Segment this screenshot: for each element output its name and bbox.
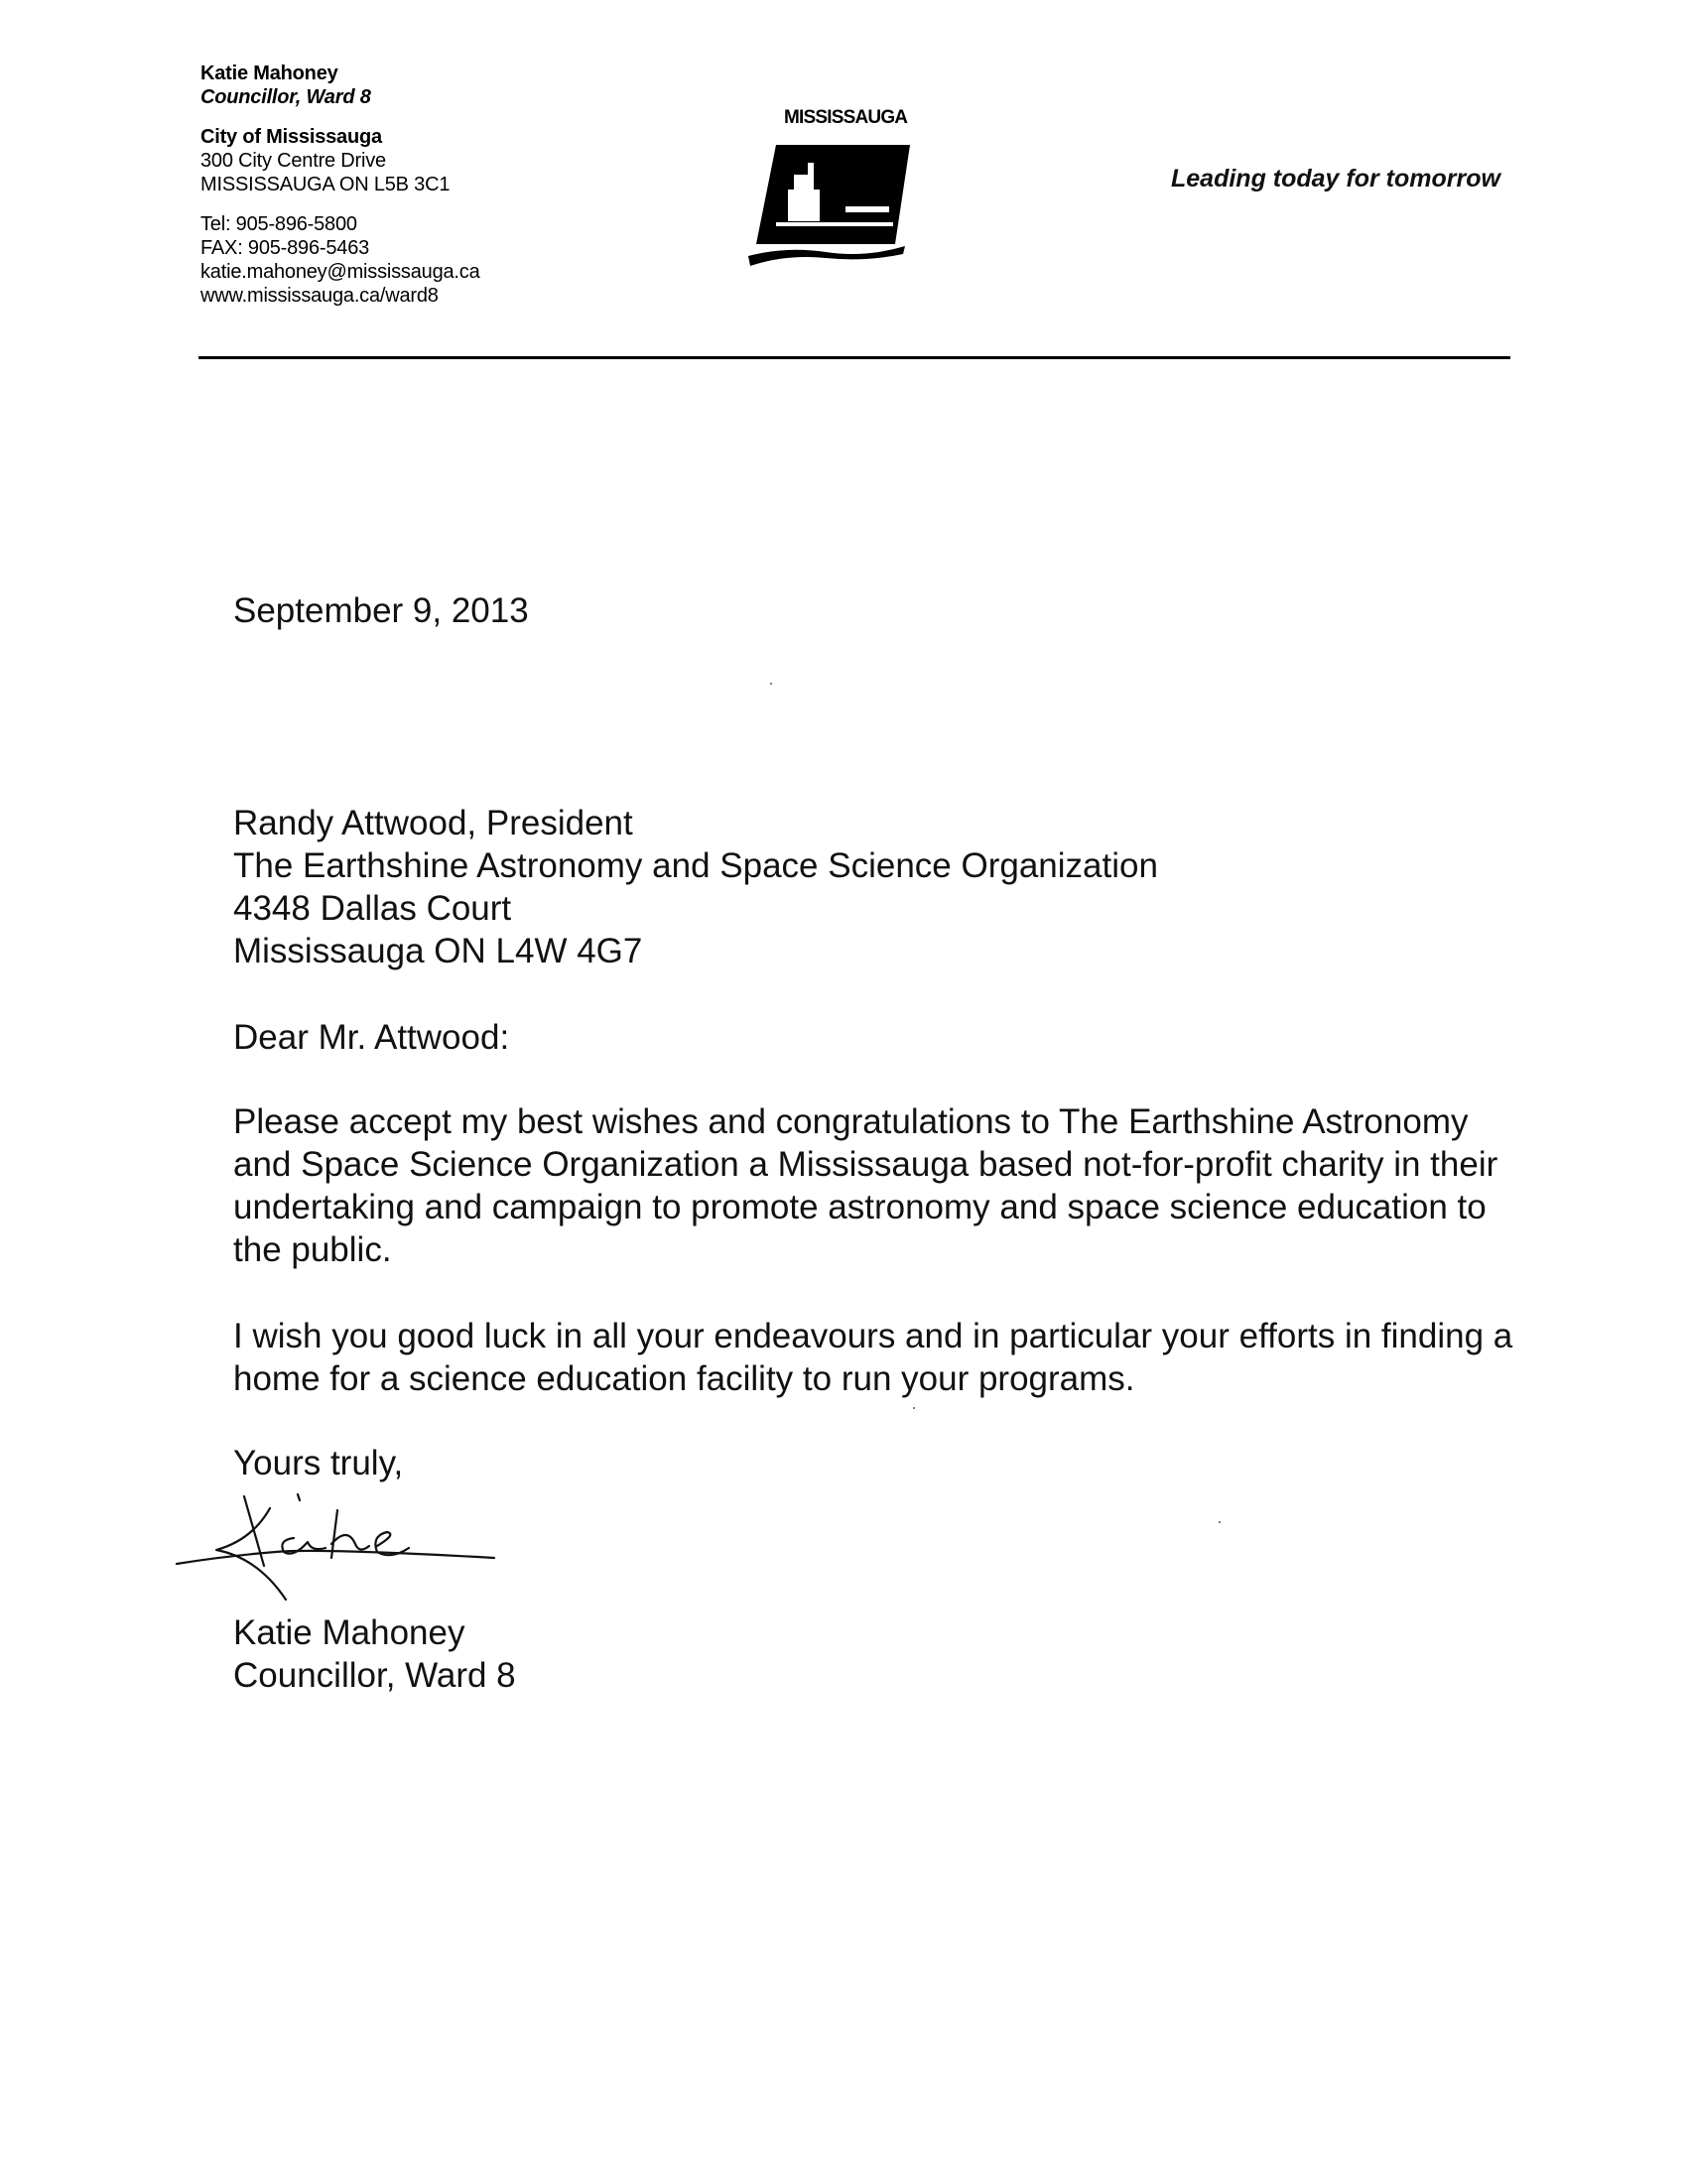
fax: FAX: 905-896-5463	[200, 237, 370, 259]
tagline: Leading today for tomorrow	[1171, 165, 1500, 193]
signer-block	[233, 1611, 516, 1697]
recipient-line: Mississauga ON L4W 4G7	[233, 932, 643, 970]
scan-speck	[770, 683, 772, 685]
recipient-address	[233, 802, 1158, 972]
telephone: Tel: 905-896-5800	[200, 213, 357, 235]
handwritten-signature	[167, 1488, 504, 1617]
mississauga-logo-icon	[746, 135, 915, 272]
header-divider	[198, 356, 1510, 359]
website: www.mississauga.ca/ward8	[200, 285, 439, 307]
closing: Yours truly,	[233, 1444, 404, 1482]
letter-date: September 9, 2013	[233, 591, 529, 630]
salutation: Dear Mr. Attwood:	[233, 1018, 510, 1057]
recipient-line: 4348 Dallas Court	[233, 889, 512, 928]
body-paragraph-2: I wish you good luck in all your endeavours and in particular your efforts in finding a home for a science education facility to run your programs.	[233, 1317, 1513, 1398]
street-address: 300 City Centre Drive	[200, 150, 386, 172]
recipient-line: Randy Attwood, President	[233, 804, 633, 842]
city-postal: MISSISSAUGA ON L5B 3C1	[200, 174, 451, 195]
email-address: katie.mahoney@mississauga.ca	[200, 261, 480, 283]
signer-name: Katie Mahoney	[233, 1613, 465, 1652]
body-paragraph-1: Please accept my best wishes and congratulations to The Earthshine Astronomy and Space Science Organization a Mississauga based not-for-profit charity in their undertaking and campaign to promote astronomy and space science education to the public.	[233, 1102, 1498, 1269]
city-name: City of Mississauga	[200, 126, 382, 148]
councillor-title: Councillor, Ward 8	[200, 86, 371, 108]
recipient-line: The Earthshine Astronomy and Space Science Organization	[233, 846, 1158, 885]
scan-speck	[913, 1407, 915, 1409]
councillor-name: Katie Mahoney	[200, 63, 338, 84]
logo-wordmark: MISSISSAUGA	[784, 107, 908, 128]
signer-title: Councillor, Ward 8	[233, 1656, 516, 1695]
scan-speck	[1219, 1521, 1221, 1523]
letterhead-contact-block	[200, 62, 480, 308]
